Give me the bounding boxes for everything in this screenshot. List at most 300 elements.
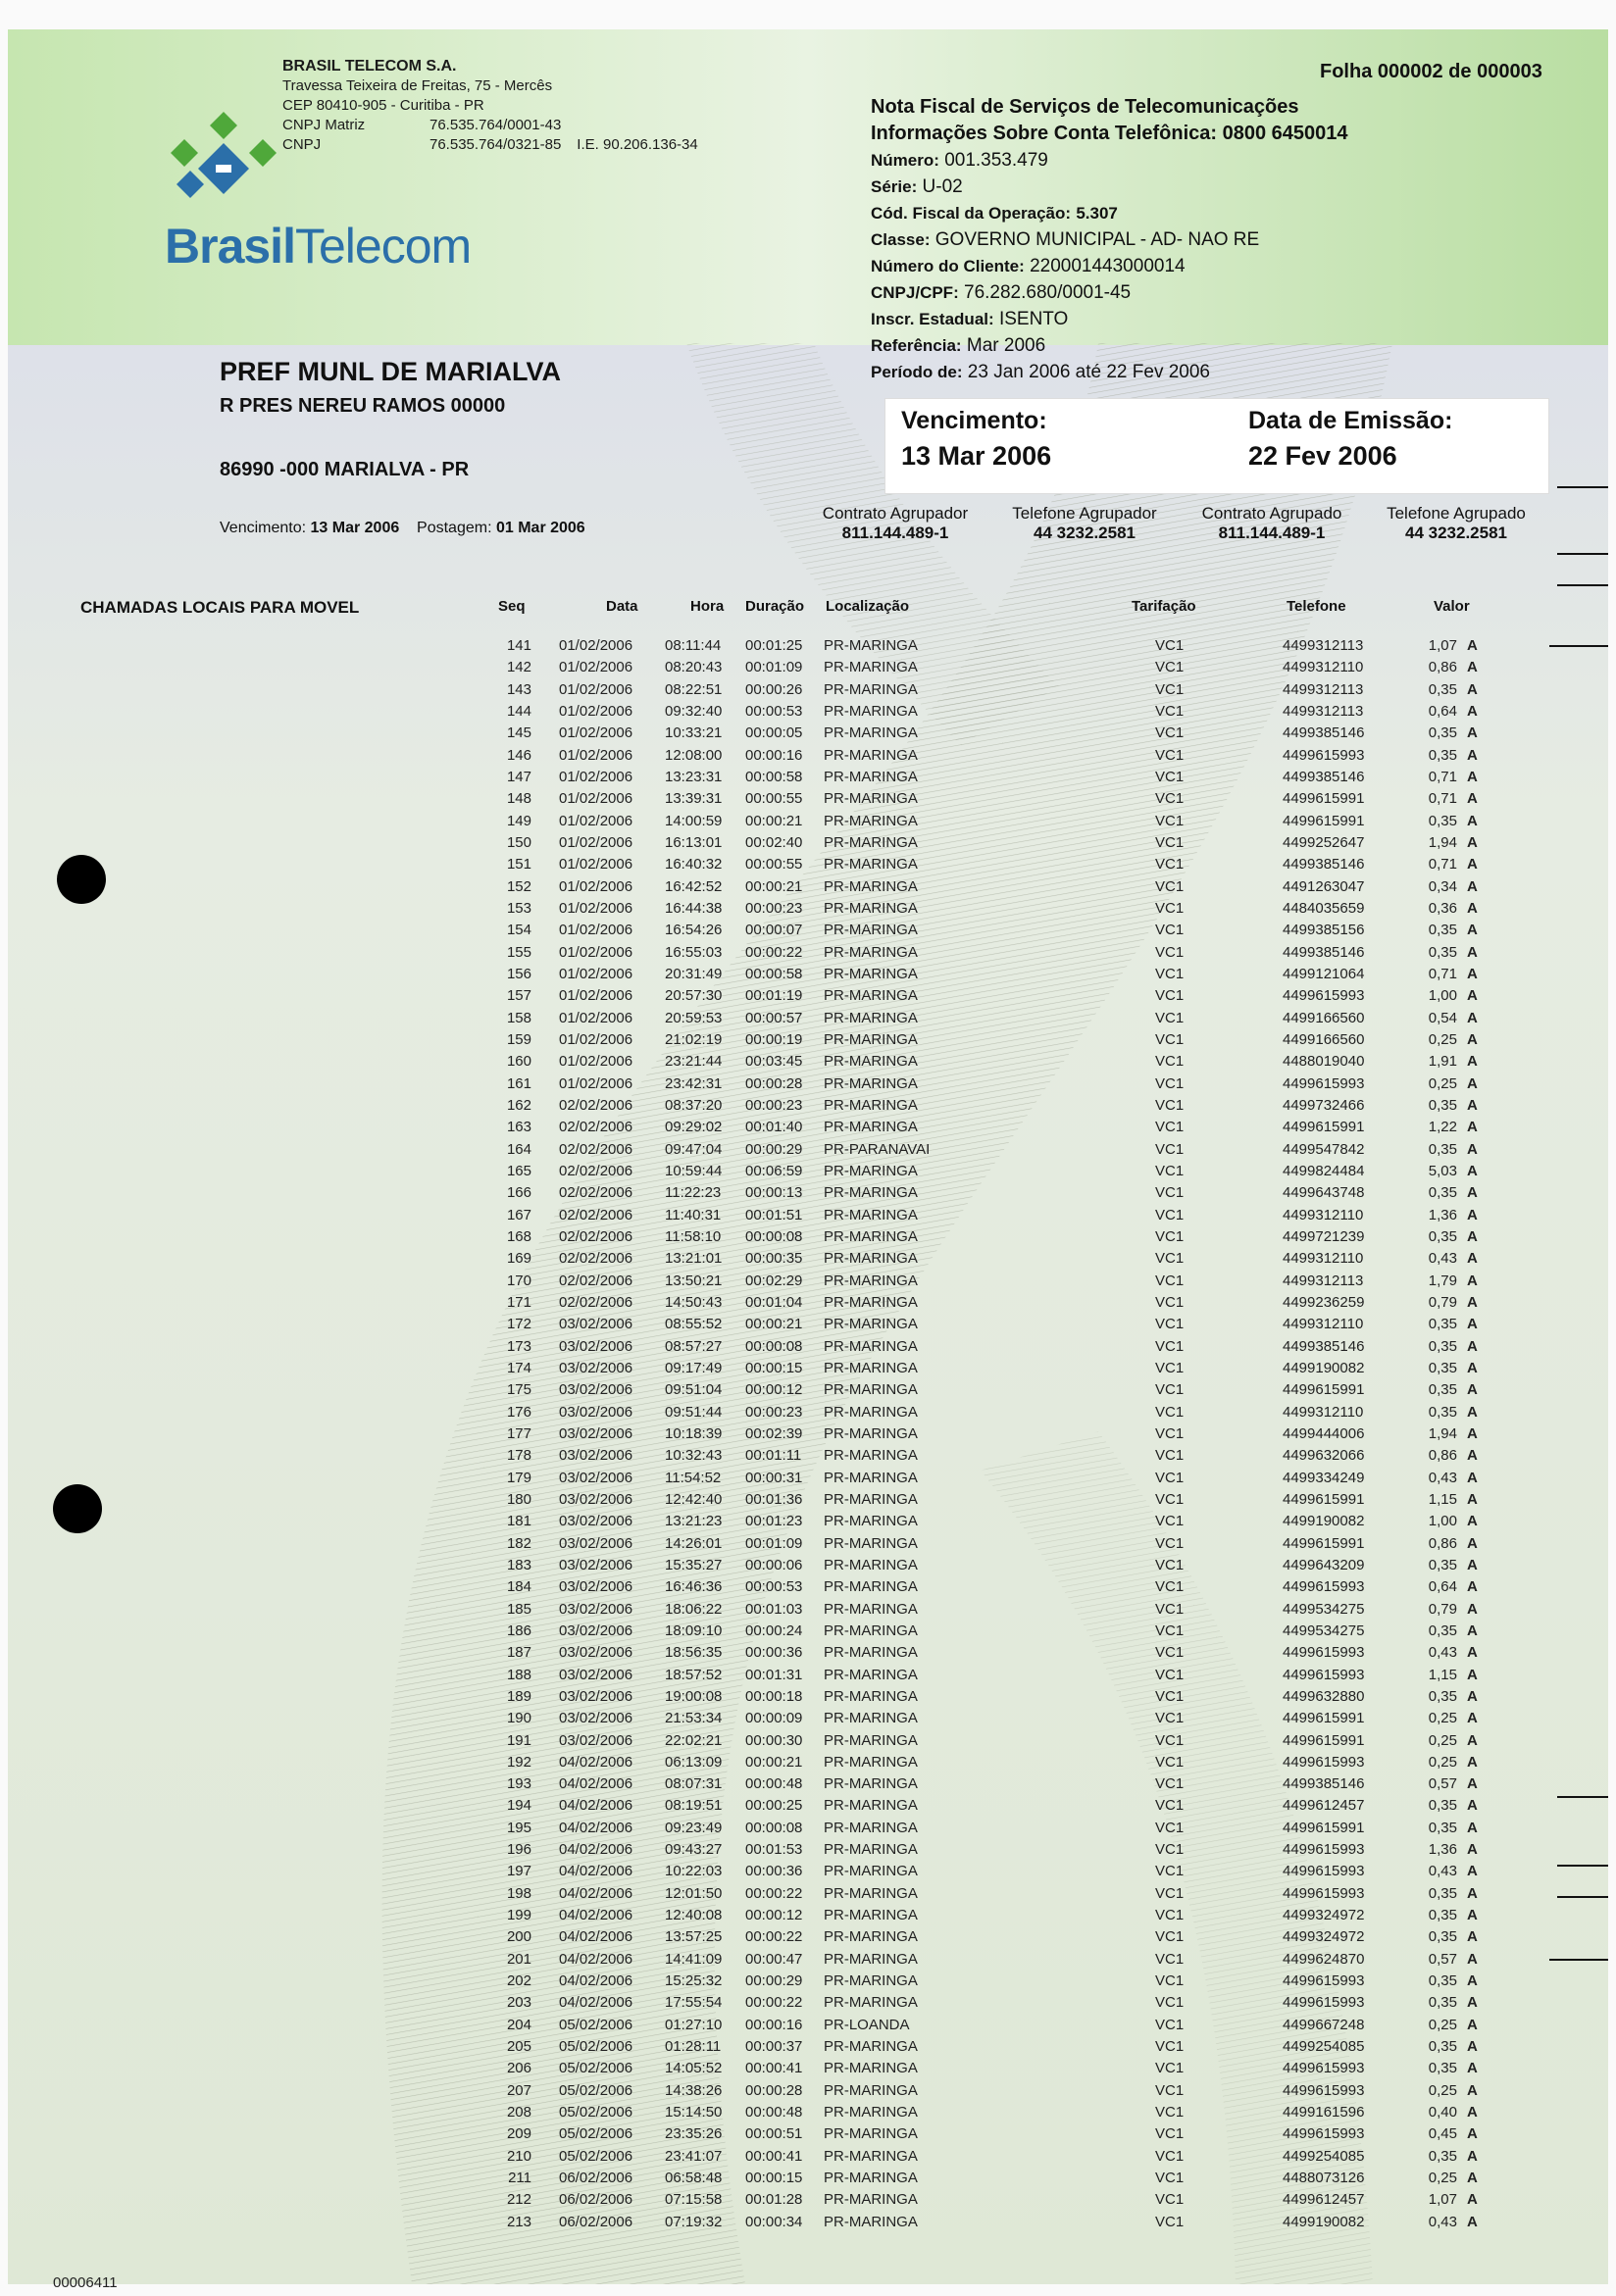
cell-hora: 18:06:22 xyxy=(665,1600,723,1618)
cell-flag: A xyxy=(1467,1030,1478,1048)
cell-localizacao: PR-MARINGA xyxy=(824,1272,918,1289)
cell-localizacao: PR-MARINGA xyxy=(824,833,918,851)
cell-flag: A xyxy=(1467,1578,1478,1596)
table-row xyxy=(0,1447,1616,1469)
cell-duracao: 00:00:18 xyxy=(745,1687,803,1705)
cell-duracao: 00:00:28 xyxy=(745,1074,803,1092)
cell-hora: 07:15:58 xyxy=(665,2191,723,2209)
cell-data: 03/02/2006 xyxy=(559,1731,633,1749)
table-row xyxy=(0,1644,1616,1666)
cell-seq: 145 xyxy=(506,724,531,742)
cell-localizacao: PR-MARINGA xyxy=(824,1424,918,1442)
cell-localizacao: PR-MARINGA xyxy=(824,2170,918,2187)
cell-duracao: 00:00:08 xyxy=(745,1227,803,1245)
cell-duracao: 00:00:23 xyxy=(745,899,803,917)
invoice-info xyxy=(871,94,1348,385)
cell-hora: 16:13:01 xyxy=(665,833,723,851)
cell-valor: 0,35 xyxy=(1428,680,1457,698)
cell-localizacao: PR-MARINGA xyxy=(824,1162,918,1179)
cell-flag: A xyxy=(1467,1403,1478,1421)
cell-flag: A xyxy=(1467,2104,1478,2121)
cell-duracao: 00:00:53 xyxy=(745,702,803,720)
cell-seq: 186 xyxy=(506,1622,531,1639)
col-header-valor: Valor xyxy=(1434,598,1470,615)
cell-valor: 0,35 xyxy=(1428,724,1457,742)
cell-telefone: 4499667248 xyxy=(1283,2016,1365,2033)
cell-hora: 20:31:49 xyxy=(665,965,723,982)
table-row xyxy=(0,1075,1616,1097)
cell-flag: A xyxy=(1467,637,1478,654)
cell-valor: 0,45 xyxy=(1428,2125,1457,2143)
cell-localizacao: PR-MARINGA xyxy=(824,1710,918,1727)
cell-tarifacao: VC1 xyxy=(1155,702,1185,720)
cell-localizacao: PR-MARINGA xyxy=(824,1775,918,1793)
cell-hora: 13:39:31 xyxy=(665,790,723,808)
cell-hora: 16:42:52 xyxy=(665,877,723,895)
issuer-info xyxy=(282,57,698,155)
cell-data: 04/02/2006 xyxy=(559,1950,633,1968)
cell-duracao: 00:01:04 xyxy=(745,1293,803,1311)
cell-hora: 14:00:59 xyxy=(665,812,723,829)
cell-tarifacao: VC1 xyxy=(1155,2213,1185,2230)
table-row xyxy=(0,1097,1616,1119)
cell-valor: 0,35 xyxy=(1428,746,1457,764)
cell-telefone: 4499534275 xyxy=(1283,1600,1365,1618)
cell-data: 04/02/2006 xyxy=(559,1972,633,1990)
cell-flag: A xyxy=(1467,1797,1478,1815)
cell-duracao: 00:00:06 xyxy=(745,1556,803,1573)
cell-hora: 18:56:35 xyxy=(665,1644,723,1662)
cell-valor: 0,79 xyxy=(1428,1293,1457,1311)
cell-localizacao: PR-LOANDA xyxy=(824,2016,910,2033)
margin-mark xyxy=(1557,1865,1608,1867)
cell-telefone: 4499236259 xyxy=(1283,1293,1365,1311)
table-row xyxy=(0,1928,1616,1950)
cell-duracao: 00:00:41 xyxy=(745,2060,803,2077)
cell-telefone: 4499615993 xyxy=(1283,1994,1365,2012)
cell-duracao: 00:00:37 xyxy=(745,2038,803,2056)
cell-telefone: 4499444006 xyxy=(1283,1424,1365,1442)
cell-flag: A xyxy=(1467,1622,1478,1639)
table-row xyxy=(0,1119,1616,1140)
cell-data: 05/02/2006 xyxy=(559,2104,633,2121)
cell-telefone: 4499324972 xyxy=(1283,1928,1365,1946)
cell-hora: 23:42:31 xyxy=(665,1074,723,1092)
cell-hora: 08:19:51 xyxy=(665,1797,723,1815)
cell-data: 02/02/2006 xyxy=(559,1206,633,1223)
cell-flag: A xyxy=(1467,1053,1478,1071)
cell-hora: 14:05:52 xyxy=(665,2060,723,2077)
cell-telefone: 4499252647 xyxy=(1283,833,1365,851)
cell-localizacao: PR-MARINGA xyxy=(824,1096,918,1114)
cell-data: 02/02/2006 xyxy=(559,1162,633,1179)
cell-hora: 10:59:44 xyxy=(665,1162,723,1179)
cell-data: 02/02/2006 xyxy=(559,1140,633,1158)
cell-duracao: 00:00:22 xyxy=(745,1884,803,1902)
cell-seq: 157 xyxy=(506,987,531,1005)
cell-seq: 187 xyxy=(506,1644,531,1662)
cell-data: 01/02/2006 xyxy=(559,812,633,829)
cell-tarifacao: VC1 xyxy=(1155,1337,1185,1355)
cell-data: 01/02/2006 xyxy=(559,965,633,982)
cell-hora: 11:54:52 xyxy=(665,1469,722,1486)
cell-hora: 10:33:21 xyxy=(665,724,723,742)
cell-localizacao: PR-MARINGA xyxy=(824,1972,918,1990)
cell-valor: 0,71 xyxy=(1428,856,1457,873)
cell-valor: 1,94 xyxy=(1428,1424,1457,1442)
col-header-tarifacao: Tarifação xyxy=(1132,598,1196,615)
table-row xyxy=(0,659,1616,680)
cell-tarifacao: VC1 xyxy=(1155,1753,1185,1771)
cell-localizacao: PR-MARINGA xyxy=(824,1644,918,1662)
cell-data: 01/02/2006 xyxy=(559,746,633,764)
cell-tarifacao: VC1 xyxy=(1155,1513,1185,1530)
cell-valor: 0,35 xyxy=(1428,1140,1457,1158)
cell-flag: A xyxy=(1467,1884,1478,1902)
cell-flag: A xyxy=(1467,1096,1478,1114)
cell-duracao: 00:00:48 xyxy=(745,1775,803,1793)
table-row xyxy=(0,1622,1616,1644)
cell-data: 04/02/2006 xyxy=(559,1928,633,1946)
cell-flag: A xyxy=(1467,1293,1478,1311)
cell-tarifacao: VC1 xyxy=(1155,1797,1185,1815)
cell-data: 01/02/2006 xyxy=(559,1030,633,1048)
cell-data: 03/02/2006 xyxy=(559,1556,633,1573)
cell-seq: 197 xyxy=(506,1863,531,1880)
cell-tarifacao: VC1 xyxy=(1155,2016,1185,2033)
table-row xyxy=(0,1010,1616,1031)
cell-telefone: 4499615993 xyxy=(1283,2125,1365,2143)
cell-hora: 17:55:54 xyxy=(665,1994,723,2012)
cell-duracao: 00:00:21 xyxy=(745,1316,803,1333)
cell-data: 03/02/2006 xyxy=(559,1622,633,1639)
cell-seq: 177 xyxy=(506,1424,531,1442)
cell-valor: 1,79 xyxy=(1428,1272,1457,1289)
cell-data: 01/02/2006 xyxy=(559,987,633,1005)
cell-duracao: 00:00:21 xyxy=(745,812,803,829)
cell-hora: 18:09:10 xyxy=(665,1622,723,1639)
cell-duracao: 00:02:39 xyxy=(745,1424,803,1442)
cell-flag: A xyxy=(1467,1644,1478,1662)
cell-seq: 210 xyxy=(506,2147,531,2165)
cell-localizacao: PR-MARINGA xyxy=(824,1578,918,1596)
cell-flag: A xyxy=(1467,1009,1478,1026)
issuer-name: BRASIL TELECOM S.A. xyxy=(282,58,457,75)
table-row xyxy=(0,856,1616,877)
cell-localizacao: PR-MARINGA xyxy=(824,1687,918,1705)
cell-duracao: 00:01:28 xyxy=(745,2191,803,2209)
cell-valor: 0,86 xyxy=(1428,659,1457,676)
cell-flag: A xyxy=(1467,1907,1478,1924)
cell-flag: A xyxy=(1467,1666,1478,1683)
cell-hora: 07:19:32 xyxy=(665,2213,723,2230)
cell-localizacao: PR-MARINGA xyxy=(824,790,918,808)
cell-hora: 23:21:44 xyxy=(665,1053,723,1071)
table-row xyxy=(0,1797,1616,1819)
cell-valor: 0,34 xyxy=(1428,877,1457,895)
cell-data: 01/02/2006 xyxy=(559,680,633,698)
cell-data: 03/02/2006 xyxy=(559,1644,633,1662)
cell-duracao: 00:01:03 xyxy=(745,1600,803,1618)
cell-telefone: 4499312113 xyxy=(1283,680,1364,698)
cell-localizacao: PR-MARINGA xyxy=(824,1600,918,1618)
cell-data: 02/02/2006 xyxy=(559,1184,633,1202)
cell-data: 05/02/2006 xyxy=(559,2147,633,2165)
cell-hora: 14:41:09 xyxy=(665,1950,723,1968)
cell-data: 01/02/2006 xyxy=(559,877,633,895)
cell-flag: A xyxy=(1467,1272,1478,1289)
cell-localizacao: PR-MARINGA xyxy=(824,1227,918,1245)
cell-localizacao: PR-MARINGA xyxy=(824,1009,918,1026)
cell-hora: 09:43:27 xyxy=(665,1841,723,1859)
cell-localizacao: PR-MARINGA xyxy=(824,1119,918,1136)
cell-duracao: 00:03:45 xyxy=(745,1053,803,1071)
cell-telefone: 4499385146 xyxy=(1283,1337,1365,1355)
col-header-duracao: Duração xyxy=(745,598,805,615)
cell-telefone: 4499615993 xyxy=(1283,1644,1365,1662)
customer-info xyxy=(220,357,561,481)
cell-data: 03/02/2006 xyxy=(559,1359,633,1376)
cell-telefone: 4499312110 xyxy=(1283,1403,1364,1421)
cell-seq: 172 xyxy=(506,1316,531,1333)
cell-hora: 08:11:44 xyxy=(665,637,722,654)
cell-telefone: 4499385156 xyxy=(1283,922,1365,939)
cell-tarifacao: VC1 xyxy=(1155,856,1185,873)
cell-flag: A xyxy=(1467,680,1478,698)
customer-address: R PRES NEREU RAMOS 00000 xyxy=(220,395,506,417)
cell-hora: 08:57:27 xyxy=(665,1337,723,1355)
cell-valor: 0,35 xyxy=(1428,1797,1457,1815)
cell-localizacao: PR-MARINGA xyxy=(824,1907,918,1924)
cell-duracao: 00:00:21 xyxy=(745,1753,803,1771)
punch-hole-icon xyxy=(53,1484,102,1533)
cell-data: 04/02/2006 xyxy=(559,1907,633,1924)
cell-localizacao: PR-MARINGA xyxy=(824,702,918,720)
cell-telefone: 4499324972 xyxy=(1283,1907,1365,1924)
cell-hora: 22:02:21 xyxy=(665,1731,723,1749)
cell-valor: 0,86 xyxy=(1428,1447,1457,1465)
cell-telefone: 4499547842 xyxy=(1283,1140,1365,1158)
cell-localizacao: PR-MARINGA xyxy=(824,1316,918,1333)
cell-telefone: 4499385146 xyxy=(1283,943,1365,961)
cell-localizacao: PR-MARINGA xyxy=(824,1534,918,1552)
cell-tarifacao: VC1 xyxy=(1155,922,1185,939)
cell-data: 02/02/2006 xyxy=(559,1272,633,1289)
cell-hora: 14:38:26 xyxy=(665,2081,723,2099)
cell-seq: 193 xyxy=(506,1775,531,1793)
cell-data: 01/02/2006 xyxy=(559,943,633,961)
cell-data: 06/02/2006 xyxy=(559,2191,633,2209)
cell-valor: 0,43 xyxy=(1428,1863,1457,1880)
cell-duracao: 00:00:29 xyxy=(745,1140,803,1158)
margin-mark xyxy=(1557,1796,1608,1798)
cell-hora: 18:57:52 xyxy=(665,1666,723,1683)
cell-tarifacao: VC1 xyxy=(1155,1622,1185,1639)
table-row xyxy=(0,834,1616,856)
cell-duracao: 00:01:31 xyxy=(745,1666,803,1683)
cell-localizacao: PR-MARINGA xyxy=(824,1403,918,1421)
cell-flag: A xyxy=(1467,1490,1478,1508)
cell-valor: 0,25 xyxy=(1428,2170,1457,2187)
cell-flag: A xyxy=(1467,1469,1478,1486)
cell-seq: 161 xyxy=(506,1074,531,1092)
cell-tarifacao: VC1 xyxy=(1155,659,1185,676)
cell-duracao: 00:00:36 xyxy=(745,1644,803,1662)
cell-valor: 0,25 xyxy=(1428,1753,1457,1771)
cell-valor: 0,35 xyxy=(1428,1928,1457,1946)
cell-telefone: 4499615993 xyxy=(1283,1841,1365,1859)
cell-seq: 205 xyxy=(506,2038,531,2056)
table-row xyxy=(0,1184,1616,1206)
cell-duracao: 00:01:09 xyxy=(745,1534,803,1552)
table-row xyxy=(0,922,1616,943)
cell-data: 03/02/2006 xyxy=(559,1403,633,1421)
cell-valor: 0,43 xyxy=(1428,1644,1457,1662)
cell-telefone: 4499615991 xyxy=(1283,812,1365,829)
cell-duracao: 00:00:19 xyxy=(745,1030,803,1048)
cell-seq: 211 xyxy=(508,2170,531,2187)
cell-seq: 150 xyxy=(506,833,531,851)
table-row xyxy=(0,1578,1616,1600)
cell-duracao: 00:00:09 xyxy=(745,1710,803,1727)
cell-valor: 1,36 xyxy=(1428,1206,1457,1223)
cell-seq: 203 xyxy=(506,1994,531,2012)
table-row xyxy=(0,1470,1616,1491)
cell-tarifacao: VC1 xyxy=(1155,1731,1185,1749)
cell-hora: 11:40:31 xyxy=(665,1206,722,1223)
col-header-hora: Hora xyxy=(690,598,725,615)
cell-duracao: 00:00:08 xyxy=(745,1337,803,1355)
cell-duracao: 00:01:40 xyxy=(745,1119,803,1136)
cell-valor: 1,07 xyxy=(1428,2191,1457,2209)
cell-tarifacao: VC1 xyxy=(1155,877,1185,895)
cell-hora: 01:27:10 xyxy=(665,2016,723,2033)
cell-valor: 0,71 xyxy=(1428,768,1457,785)
cell-telefone: 4499632880 xyxy=(1283,1687,1365,1705)
cell-data: 04/02/2006 xyxy=(559,1775,633,1793)
table-row xyxy=(0,1667,1616,1688)
cell-flag: A xyxy=(1467,1534,1478,1552)
cell-telefone: 4499615993 xyxy=(1283,1578,1365,1596)
cell-hora: 08:07:31 xyxy=(665,1775,723,1793)
cell-seq: 189 xyxy=(506,1687,531,1705)
cell-duracao: 00:00:58 xyxy=(745,965,803,982)
cell-tarifacao: VC1 xyxy=(1155,1053,1185,1071)
table-row xyxy=(0,1775,1616,1797)
cell-localizacao: PR-MARINGA xyxy=(824,1293,918,1311)
cell-localizacao: PR-MARINGA xyxy=(824,1556,918,1573)
cell-data: 02/02/2006 xyxy=(559,1250,633,1268)
table-row xyxy=(0,2038,1616,2060)
cell-data: 01/02/2006 xyxy=(559,833,633,851)
cell-tarifacao: VC1 xyxy=(1155,1293,1185,1311)
cell-hora: 14:50:43 xyxy=(665,1293,723,1311)
cell-seq: 183 xyxy=(506,1556,531,1573)
cell-seq: 165 xyxy=(506,1162,531,1179)
cell-seq: 159 xyxy=(506,1030,531,1048)
cell-duracao: 00:00:35 xyxy=(745,1250,803,1268)
table-row xyxy=(0,703,1616,724)
cell-tarifacao: VC1 xyxy=(1155,1250,1185,1268)
table-row xyxy=(0,1163,1616,1184)
cell-tarifacao: VC1 xyxy=(1155,2191,1185,2209)
cell-valor: 0,25 xyxy=(1428,2081,1457,2099)
margin-mark xyxy=(1557,553,1608,555)
cell-tarifacao: VC1 xyxy=(1155,1403,1185,1421)
cell-tarifacao: VC1 xyxy=(1155,1841,1185,1859)
issuer-cnpj-matriz: CNPJ Matriz 76.535.764/0001-43 xyxy=(282,117,562,133)
cell-hora: 11:22:23 xyxy=(665,1184,722,1202)
cell-localizacao: PR-MARINGA xyxy=(824,2038,918,2056)
cell-valor: 0,35 xyxy=(1428,2060,1457,2077)
table-row xyxy=(0,1425,1616,1447)
cell-tarifacao: VC1 xyxy=(1155,943,1185,961)
table-row xyxy=(0,1228,1616,1250)
cell-tarifacao: VC1 xyxy=(1155,768,1185,785)
cell-tarifacao: VC1 xyxy=(1155,724,1185,742)
cell-valor: 0,35 xyxy=(1428,812,1457,829)
table-row xyxy=(0,1535,1616,1557)
cell-flag: A xyxy=(1467,2125,1478,2143)
cell-duracao: 00:00:13 xyxy=(745,1184,803,1202)
cell-data: 05/02/2006 xyxy=(559,2016,633,2033)
cell-valor: 0,35 xyxy=(1428,943,1457,961)
cell-telefone: 4499615993 xyxy=(1283,2060,1365,2077)
cell-data: 02/02/2006 xyxy=(559,1096,633,1114)
cell-tarifacao: VC1 xyxy=(1155,1710,1185,1727)
cell-seq: 190 xyxy=(506,1710,531,1727)
cell-seq: 200 xyxy=(506,1928,531,1946)
cell-tarifacao: VC1 xyxy=(1155,2125,1185,2143)
cell-flag: A xyxy=(1467,1731,1478,1749)
cell-tarifacao: VC1 xyxy=(1155,1096,1185,1114)
cell-hora: 09:29:02 xyxy=(665,1119,723,1136)
cell-duracao: 00:00:58 xyxy=(745,768,803,785)
cell-duracao: 00:00:57 xyxy=(745,1009,803,1026)
table-row xyxy=(0,1885,1616,1907)
invoice-cfop: Cód. Fiscal da Operação: 5.307 xyxy=(871,204,1118,223)
cell-tarifacao: VC1 xyxy=(1155,1381,1185,1399)
table-row xyxy=(0,2170,1616,2191)
cell-valor: 0,57 xyxy=(1428,1950,1457,1968)
table-row xyxy=(0,2017,1616,2038)
cell-tarifacao: VC1 xyxy=(1155,1819,1185,1836)
cell-hora: 19:00:08 xyxy=(665,1687,723,1705)
cell-data: 03/02/2006 xyxy=(559,1447,633,1465)
table-row xyxy=(0,1338,1616,1360)
cell-tarifacao: VC1 xyxy=(1155,1863,1185,1880)
table-row xyxy=(0,878,1616,900)
cell-telefone: 4499254085 xyxy=(1283,2038,1365,2056)
cell-hora: 01:28:11 xyxy=(665,2038,722,2056)
cell-tarifacao: VC1 xyxy=(1155,1316,1185,1333)
cell-duracao: 00:00:28 xyxy=(745,2081,803,2099)
cell-telefone: 4491263047 xyxy=(1283,877,1365,895)
cell-flag: A xyxy=(1467,1316,1478,1333)
cell-seq: 146 xyxy=(506,746,531,764)
cell-flag: A xyxy=(1467,899,1478,917)
table-row xyxy=(0,1316,1616,1337)
cell-data: 02/02/2006 xyxy=(559,1293,633,1311)
cell-valor: 0,25 xyxy=(1428,2016,1457,2033)
cell-seq: 147 xyxy=(506,768,531,785)
cell-tarifacao: VC1 xyxy=(1155,1928,1185,1946)
table-row xyxy=(0,1732,1616,1754)
cell-hora: 21:02:19 xyxy=(665,1030,723,1048)
cell-telefone: 4499385146 xyxy=(1283,724,1365,742)
cell-valor: 1,22 xyxy=(1428,1119,1457,1136)
cell-seq: 152 xyxy=(506,877,531,895)
